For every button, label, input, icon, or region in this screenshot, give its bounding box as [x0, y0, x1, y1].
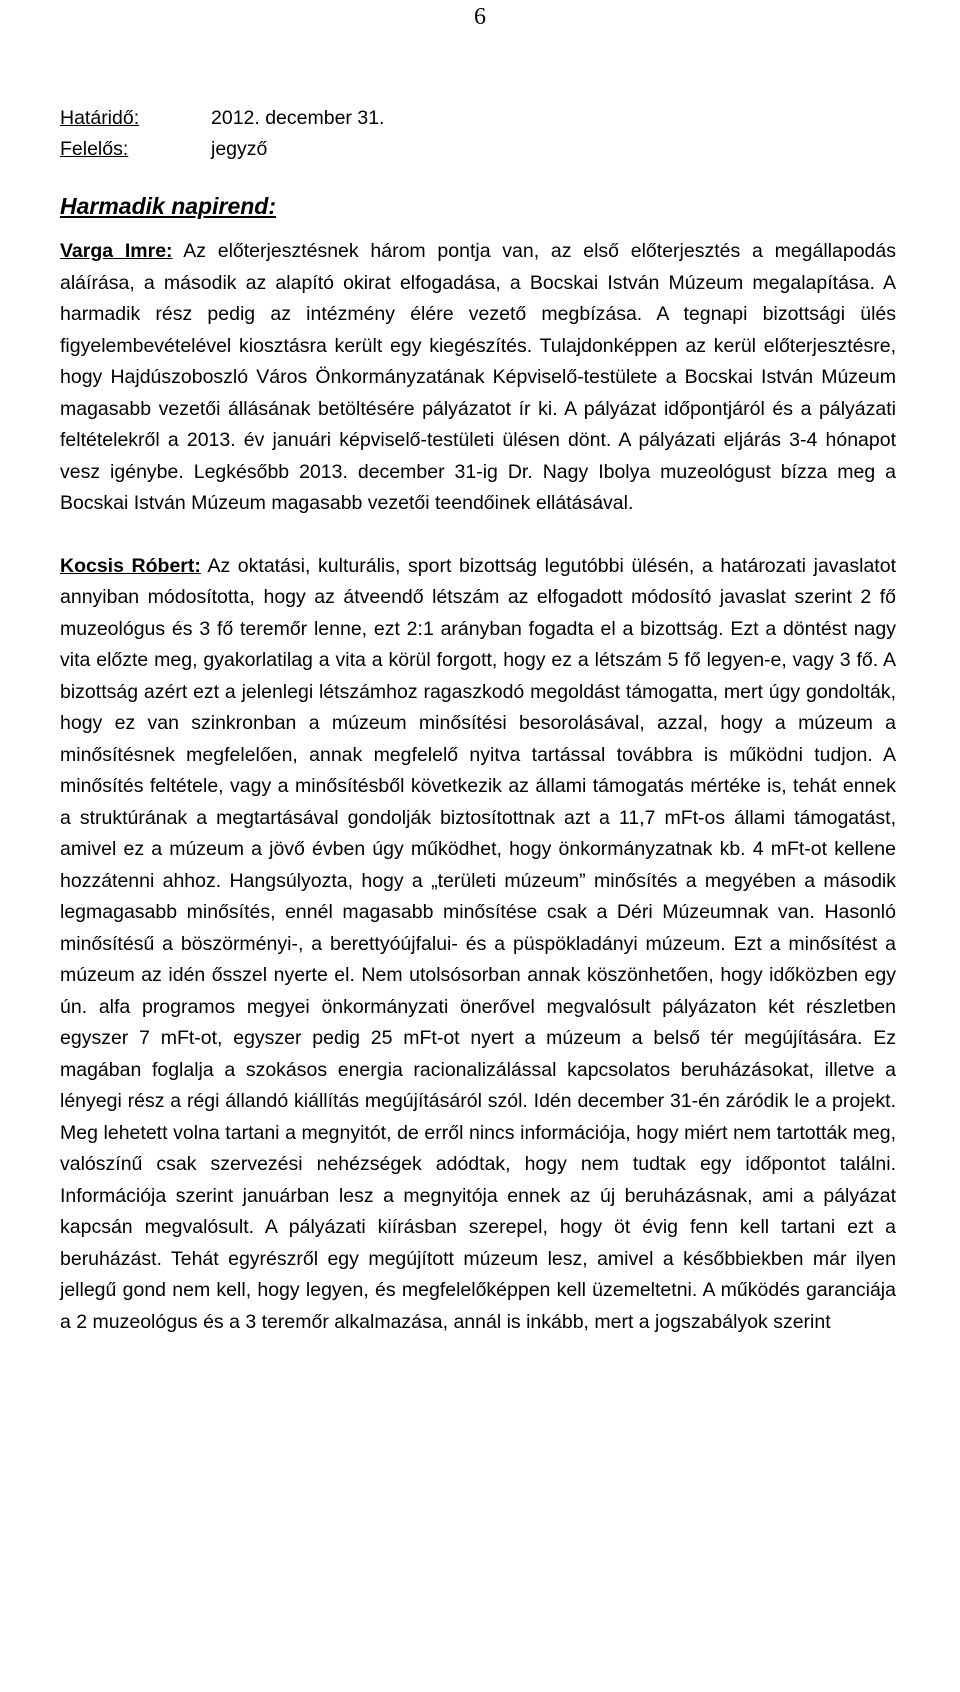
agenda-heading: Harmadik napirend: — [60, 193, 276, 219]
speaker-name: Varga Imre: — [60, 240, 173, 262]
deadline-row — [60, 103, 896, 134]
responsible-row — [60, 134, 896, 165]
deadline-value: 2012. december 31. — [211, 107, 385, 129]
responsible-value: jegyző — [211, 138, 268, 160]
page-number: 6 — [474, 4, 486, 30]
speaker-name: Kocsis Róbert: — [60, 554, 201, 577]
responsible-label: Felelős: — [60, 138, 129, 160]
paragraph-kocsis — [60, 551, 896, 1339]
deadline-label: Határidő: — [60, 107, 140, 129]
paragraph-text: Az oktatási, kulturális, sport bizottság legutóbbi ülésén, a határozati javaslatot annyiban módosította, hogy az átveendő létszám az elfogadott módosító javaslat szerint 2 fő muzeológus és 3 fő teremőr lenne, ezt 2:1 arányban fogadta el a bizottság. Ezt a döntést nagy vita előzte meg, gyakorlatilag a vita a körül forgott, hogy ez a létszám 5 fő legyen-e, vagy 3 fő. A bizottság azért ezt a jelenlegi létszámhoz ragaszkodó megoldást támogatta, mert úgy gondolták, hogy ez van szinkronban a múzeum minősítési besorolásával, azzal, hogy a múzeum a minősítésnek megfelelően, annak megfelelő nyitva tartással továbbra is működni tudjon. A minősítés feltétele, vagy a minősítésből következik az állami támogatás mértéke is, tehát ennek a struktúrának a megtartásával gondolják biztosítottnak azt a 11,7 mFt-os állami támogatást, amivel ez a múzeum a jövő évben úgy működhet, hogy önkormányzatnak kb. 4 mFt-ot kellene hozzátenni ahhoz. Hangsúlyozta, hogy a „területi múzeum” minősítés a megyében a második legmagasabb minősítés, ennél magasabb minősítése csak a Déri Múzeumnak van. Hasonló minősítésű a böszörményi-, a berettyóújfalui- és a püspökladányi múzeum. Ezt a minősítést a múzeum az idén ősszel nyerte el. Nem utolsósorban annak köszönhetően, hogy időközben egy ún. alfa programos megyei önkormányzati önerővel megvalósult pályázaton két részletben egyszer 7 mFt-ot, egyszer pedig 25 mFt-ot nyert a múzeum a belső tér megújítására. Ez magában foglalja a szokásos energia racionalizálással kapcsolatos beruházásokat, illetve a lényegi rész a régi állandó kiállítás megújításáról szól. Idén december 31-én záródik le a projekt. Meg lehetett volna tartani a megnyitót, de erről nincs információja, hogy miért nem tartották meg, valószínű csak szervezési nehézségek adódtak, hogy nem tudtak egy időpontot találni. Információja szerint januárban lesz a megnyitója ennek az új beruházásnak, ami a pályázat kapcsán megvalósult. A pályázati kiírásban szerepel, hogy öt évig fenn kell tartani ezt a beruházást. Tehát egyrészről egy megújított múzeum lesz, amivel a későbbiekben már ilyen jellegű gond nem kell, hogy legyen, és megfelelőképpen kell üzemeltetni. A működés garanciája a 2 muzeológus és a 3 teremőr alkalmazása, annál is inkább, mert a jogszabályok szerint — [60, 554, 896, 1333]
paragraph-text: Az előterjesztésnek három pontja van, az első előterjesztés a megállapodás aláírása, a második az alapító okirat elfogadása, a Bocskai István Múzeum megalapítása. A harmadik rész pedig az intézmény élére vezető megbízása. A tegnapi bizottsági ülés figyelembevételével kiosztásra került egy kiegészítés. Tulajdonképpen az kerül előterjesztésre, hogy Hajdúszoboszló Város Önkormányzatának Képviselő-testülete a Bocskai István Múzeum magasabb vezetői állásának betöltésére pályázatot ír ki. A pályázat időpontjáról és a pályázati feltételekről a 2013. év januári képviselő-testületi ülésen dönt. A pályázati eljárás 3-4 hónapot vesz igénybe. Legkésőbb 2013. december 31-ig Dr. Nagy Ibolya muzeológust bízza meg a Bocskai István Múzeum magasabb vezetői teendőinek ellátásával. — [60, 240, 896, 514]
paragraph-varga — [60, 236, 896, 520]
document-body — [60, 103, 896, 1338]
